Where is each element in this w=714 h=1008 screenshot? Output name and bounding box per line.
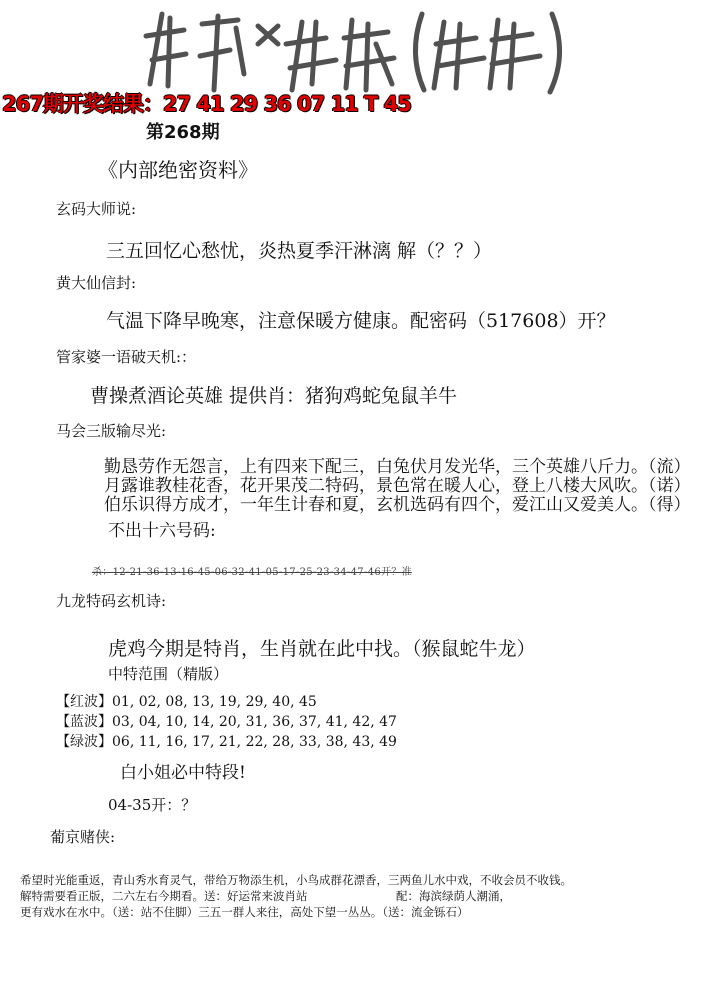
- kill-numbers: 杀：12-21-36-13-16-45-06-32-41-05-17-25-23-34-47-46开？准: [92, 567, 412, 578]
- previous-result: 267期开奖结果：27 41 29 36 07 11 T 45: [2, 92, 411, 116]
- green-wave-row: [56, 731, 397, 751]
- envelope-label: 黄大仙信封:: [56, 274, 137, 292]
- poem-line: 勤恳劳作无怨言，上有四来下配三，白兔伏月发光华，三个英雄八斤力。（流）: [104, 457, 691, 477]
- nine-dragon-label: 九龙特码玄机诗:: [56, 592, 167, 610]
- gambler-label: 葡京赌侠:: [50, 828, 116, 846]
- range-label: 中特范围（精版）: [108, 665, 229, 683]
- footer-line: 解特需要看正版，二六左右今期看。送：好运常来波肖站: [20, 889, 308, 903]
- wave-numbers: 03, 04, 10, 14, 20, 31, 36, 37, 41, 42, 47: [112, 714, 397, 730]
- poem-line: 伯乐识得方成才，一年生计春和夏，玄机选码有四个，爱江山又爱美人。（得）: [104, 495, 691, 515]
- macau-label: 马会三版输尽光:: [56, 422, 167, 440]
- no16-label: 不出十六号码:: [108, 521, 216, 541]
- white-lady-text: 白小姐必中特段!: [120, 763, 246, 783]
- poem-line: 月露谁教桂花香，花开果茂二特码，景色常在暖人心，登上八楼大风吹。（诺）: [104, 476, 691, 496]
- segment-text: 04-35开：？: [108, 796, 197, 814]
- wave-numbers: 01, 02, 08, 13, 19, 29, 40, 45: [112, 694, 317, 710]
- master-text: 三五回忆心愁忧，炎热夏季汗淋漓 解（？？）: [106, 240, 493, 262]
- housekeeper-text: 曹操煮酒论英雄 提供肖：猪狗鸡蛇兔鼠羊牛: [90, 385, 458, 407]
- book-title: 《内部绝密资料》: [98, 158, 258, 182]
- wave-tag: 【红波】: [56, 694, 112, 710]
- blue-wave-row: [56, 711, 397, 731]
- footer-line: 希望时光能重返，青山秀水育灵气，带给万物添生机，小鸟成群花漂香，三两鱼儿水中戏，不收会员不收钱。: [20, 873, 572, 887]
- housekeeper-label: 管家婆一语破天机:：: [56, 348, 197, 366]
- red-wave-row: [56, 691, 317, 711]
- issue-number: 第268期: [146, 122, 220, 143]
- title-logo: [140, 4, 570, 96]
- footer-line: 更有戏水在水中。（送：站不住脚）三五一群人来往，高处下望一丛丛。（送：流金铄石）: [20, 905, 469, 919]
- wave-numbers: 06, 11, 16, 17, 21, 22, 28, 33, 38, 43, 49: [112, 734, 397, 750]
- nine-dragon-text: 虎鸡今期是特肖，生肖就在此中找。（猴鼠蛇牛龙）: [108, 638, 536, 660]
- footer-line: 配：海滨绿荫人潮涌，: [396, 889, 511, 903]
- envelope-text: 气温下降早晚寒，注意保暖方健康。配密码（517608）开？: [106, 310, 616, 332]
- logo-text: 精打*细算(精版): [140, 4, 148, 5]
- wave-tag: 【蓝波】: [56, 714, 112, 730]
- wave-tag: 【绿波】: [56, 734, 112, 750]
- master-label: 玄码大师说:: [56, 200, 137, 218]
